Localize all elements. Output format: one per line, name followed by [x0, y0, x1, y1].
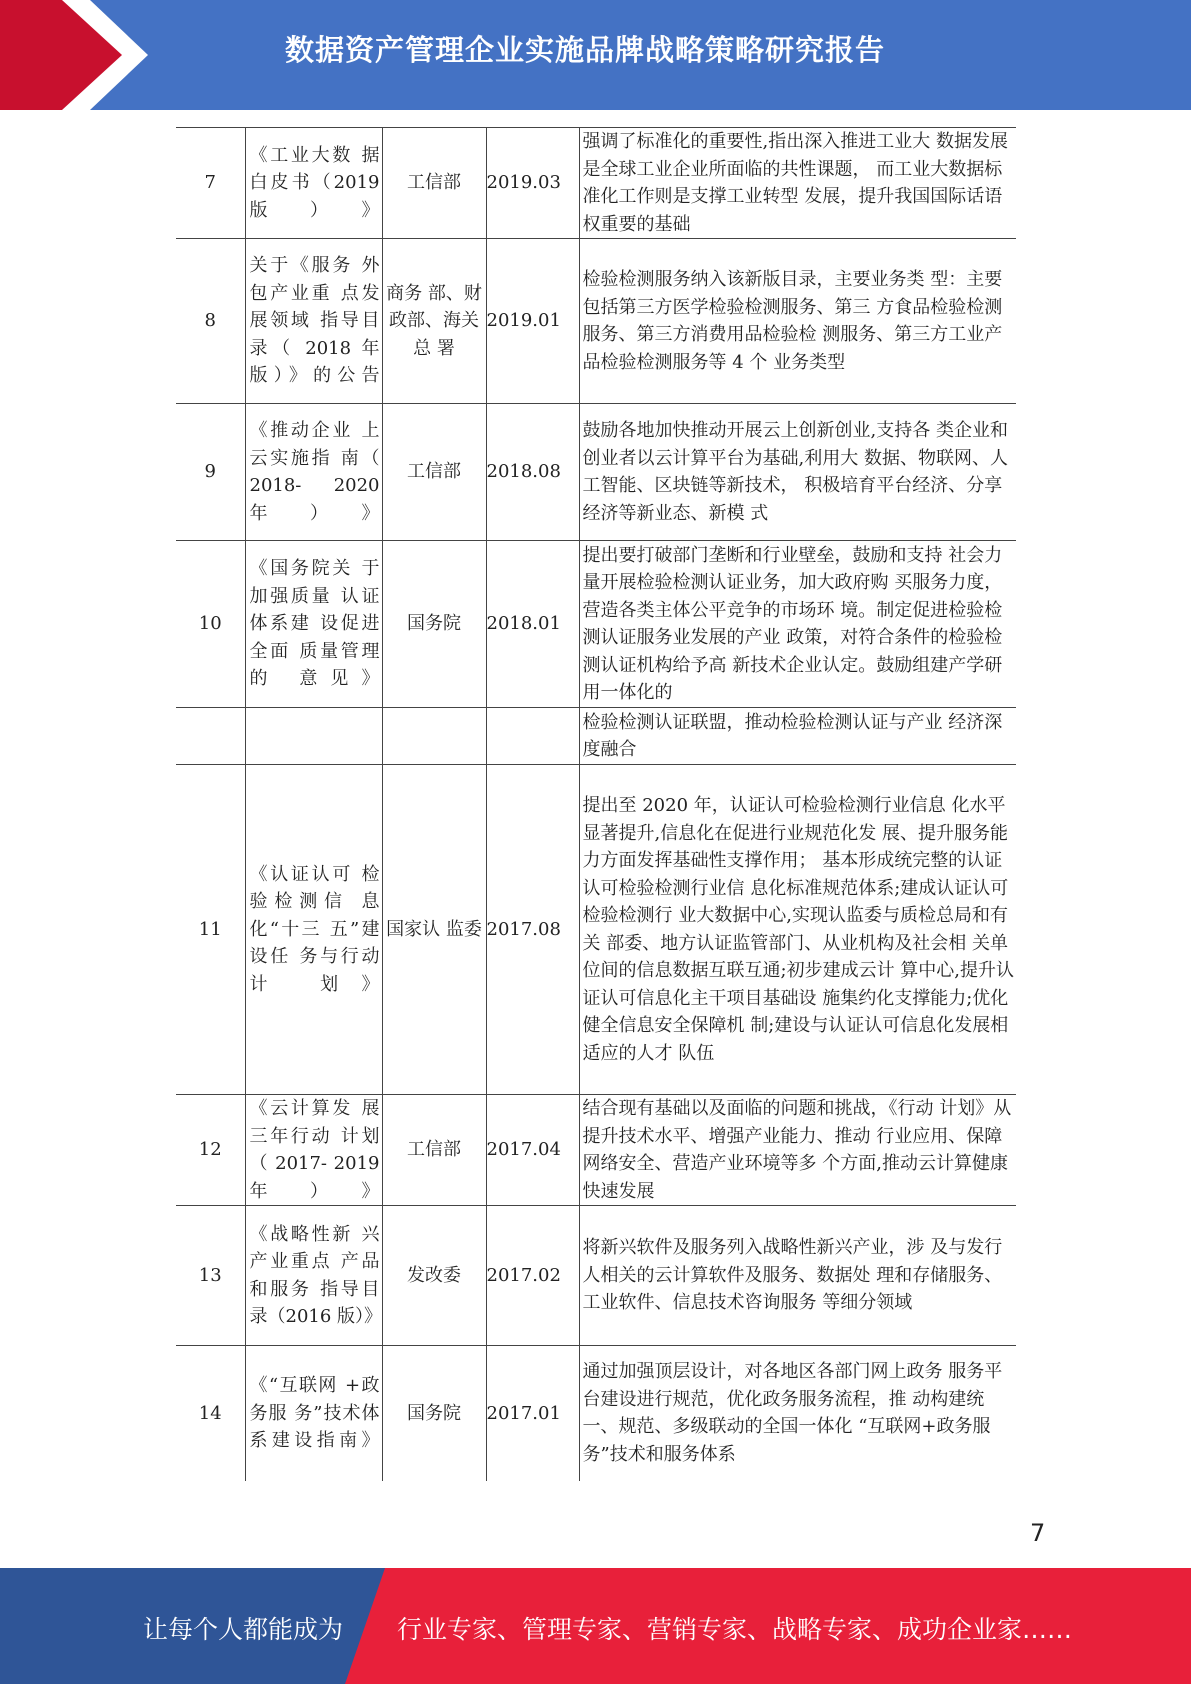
- table-row: [176, 128, 1016, 239]
- policy-description: 将新兴软件及服务列入战略性新兴产业，涉 及与发行人相关的云计算软件及服务、数据处 理和存储服务、工业软件、信息技术咨询服务 等细分领域: [579, 1206, 1016, 1346]
- issuing-department: 国家认 监委: [382, 765, 486, 1095]
- policy-table: [176, 127, 1016, 1481]
- policy-description: 通过加强顶层设计，对各地区各部门网上政务 服务平台建设进行规范，优化政务服务流程，推 动构建统一、规范、多级联动的全国一体化 “互联网+政务服务”技术和服务体系: [579, 1346, 1016, 1481]
- issuing-department: 工信部: [382, 1095, 486, 1206]
- table-row: [176, 708, 1016, 765]
- policy-name: 《战略性新 兴产业重点 产品和服务 指导目录（2016 版）》: [245, 1206, 382, 1346]
- issue-date: 2017.01: [486, 1346, 579, 1481]
- issuing-department: 工信部: [382, 404, 486, 541]
- issuing-department: 工信部: [382, 128, 486, 239]
- row-number: 11: [176, 765, 245, 1095]
- policy-name: 《国务院关 于加强质量 认证体系建 设促进全面 质量管理的 意见》: [245, 541, 382, 708]
- policy-description: 鼓励各地加快推动开展云上创新创业,支持各 类企业和创业者以云计算平台为基础,利用大 数据、物联网、人工智能、区块链等新技术， 积极培育平台经济、分享经济等新业态、新模 式: [579, 404, 1016, 541]
- issue-date: [486, 708, 579, 765]
- policy-name: 《认证认可 检验检测信 息化“十三 五”建设任 务与行动计 划》: [245, 765, 382, 1095]
- row-number: 14: [176, 1346, 245, 1481]
- issuing-department: 发改委: [382, 1206, 486, 1346]
- issue-date: 2019.01: [486, 239, 579, 404]
- row-number: 13: [176, 1206, 245, 1346]
- issue-date: 2017.04: [486, 1095, 579, 1206]
- page-number: 7: [1030, 1519, 1046, 1547]
- header-chevron-icon: [0, 0, 160, 110]
- issuing-department: 国务院: [382, 541, 486, 708]
- table-row: [176, 1095, 1016, 1206]
- policy-name: 《“互联网 +政务服 务”技术体 系建设指南》: [245, 1346, 382, 1481]
- issue-date: 2018.08: [486, 404, 579, 541]
- policy-name: [245, 708, 382, 765]
- issuing-department: [382, 708, 486, 765]
- issuing-department: 商务 部、财 政部、海关总 署: [382, 239, 486, 404]
- footer-slogan-right: 行业专家、管理专家、营销专家、战略专家、成功企业家……: [397, 1615, 1073, 1644]
- policy-description: 结合现有基础以及面临的问题和挑战，《行动 计划》从提升技术水平、增强产业能力、推动 行业应用、保障网络安全、营造产业环境等多 个方面,推动云计算健康快速发展: [579, 1095, 1016, 1206]
- policy-name: 《云计算发 展三年行动 计划（ 2017- 2019 年）》: [245, 1095, 382, 1206]
- table-row: [176, 541, 1016, 708]
- policy-name: 《工业大数 据白皮书（2019 版）》: [245, 128, 382, 239]
- row-number: [176, 708, 245, 765]
- row-number: 7: [176, 128, 245, 239]
- page-header: [0, 0, 1191, 110]
- page-footer: [0, 1568, 1191, 1684]
- policy-description: 检验检测认证联盟，推动检验检测认证与产业 经济深度融合: [579, 708, 1016, 765]
- table-row: [176, 1346, 1016, 1481]
- row-number: 8: [176, 239, 245, 404]
- policy-description: 提出要打破部门垄断和行业壁垒，鼓励和支持 社会力量开展检验检测认证业务，加大政府购 买服务力度，营造各类主体公平竞争的市场环 境。制定促进检验检测认证服务业发展的产业 政策，对符合条件的检验检测认证机构给予高 新技术企业认定。鼓励组建产学研用一体化的: [579, 541, 1016, 708]
- policy-description: 检验检测服务纳入该新版目录，主要业务类 型：主要包括第三方医学检验检测服务、第三 方食品检验检测服务、第三方消费用品检验检 测服务、第三方工业产品检验检测服务等 4 个 业务类型: [579, 239, 1016, 404]
- issue-date: 2019.03: [486, 128, 579, 239]
- issue-date: 2017.08: [486, 765, 579, 1095]
- footer-slogan-left: 让每个人都能成为: [143, 1615, 344, 1644]
- policy-name: 关于《服务 外包产业重 点发展领域 指导目录（ 2018 年版）》的公告: [245, 239, 382, 404]
- policy-description: 强调了标准化的重要性,指出深入推进工业大 数据发展是全球工业企业所面临的共性课题， 而工业大数据标准化工作则是支撑工业转型 发展，提升我国国际话语权重要的基础: [579, 128, 1016, 239]
- issue-date: 2017.02: [486, 1206, 579, 1346]
- policy-description: 提出至 2020 年，认证认可检验检测行业信息 化水平显著提升,信息化在促进行业规范化发 展、提升服务能力方面发挥基础性支撑作用； 基本形成统完整的认证认可检验检测行业信 息化标准规范体系;建成认证认可检验检测行 业大数据中心,实现认监委与质检总局和有关 部委、地方认证监管部门、从业机构及社会相 关单位间的信息数据互联互通;初步建成云计 算中心,提升认证认可信息化主干项目基础设 施集约化支撑能力;优化健全信息安全保障机 制;建设与认证认可信息化发展相适应的人才 队伍: [579, 765, 1016, 1095]
- table-row: [176, 404, 1016, 541]
- row-number: 9: [176, 404, 245, 541]
- table-row: [176, 239, 1016, 404]
- row-number: 10: [176, 541, 245, 708]
- policy-name: 《推动企业 上云实施指 南（ 2018- 2020 年）》: [245, 404, 382, 541]
- row-number: 12: [176, 1095, 245, 1206]
- table-row: [176, 1206, 1016, 1346]
- table-row: [176, 765, 1016, 1095]
- page-title: 数据资产管理企业实施品牌战略策略研究报告: [285, 33, 886, 67]
- issuing-department: 国务院: [382, 1346, 486, 1481]
- issue-date: 2018.01: [486, 541, 579, 708]
